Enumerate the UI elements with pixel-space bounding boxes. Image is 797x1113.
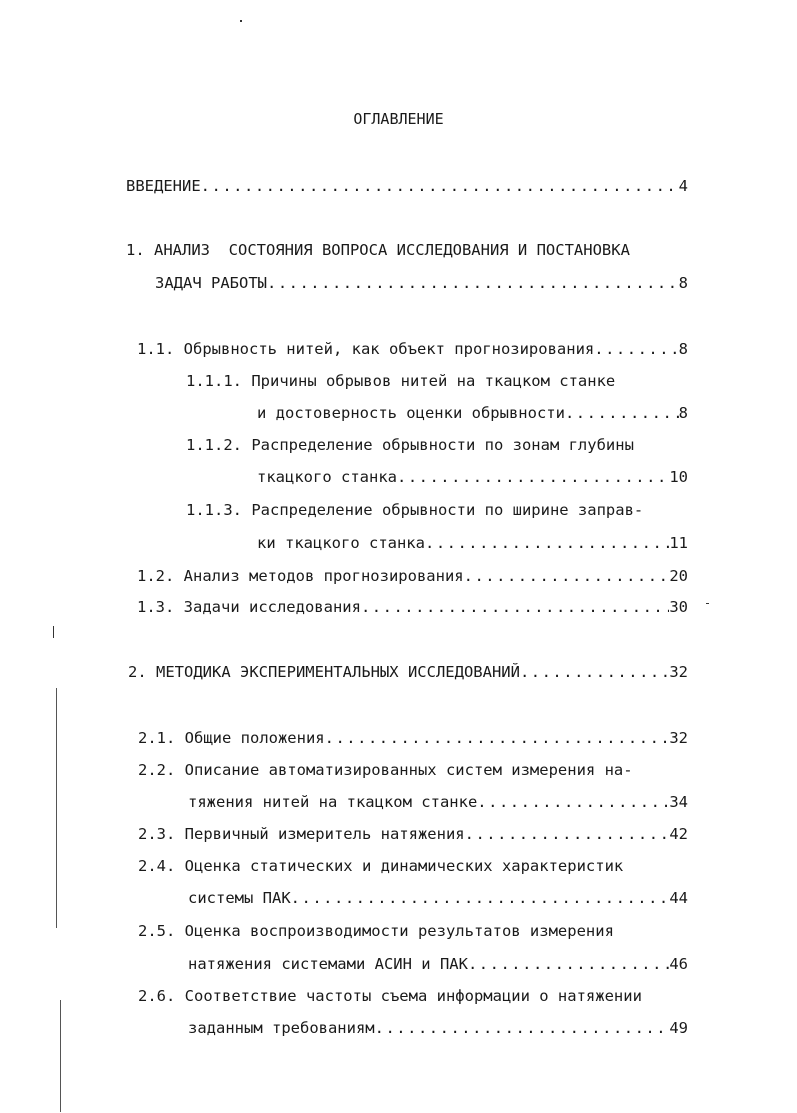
scan-mark (53, 626, 54, 638)
toc-section-1-1-2-line1: 1.1.2. Распределение обрывности по зонам глубины (186, 436, 634, 454)
toc-page-number: 32 (669, 663, 688, 681)
toc-section-1-1-3 (257, 531, 688, 555)
toc-page-number: 20 (669, 567, 688, 585)
leader-dots (477, 790, 669, 814)
toc-entry-label: натяжения системами АСИН и ПАК (188, 955, 468, 973)
toc-section-2-5 (188, 952, 688, 976)
scan-edge-line (60, 1000, 61, 1112)
toc-entry-label: системы ПАК (188, 889, 291, 907)
toc-entry-label: заданным требованиям (188, 1019, 375, 1037)
toc-section-2-4-line1: 2.4. Оценка статических и динамических характеристик (138, 857, 624, 875)
leader-dots (397, 465, 669, 489)
toc-page-number: 4 (678, 177, 688, 195)
toc-entry-label: 2. МЕТОДИКА ЭКСПЕРИМЕНТАЛЬНЫХ ИССЛЕДОВАНИЙ (128, 663, 520, 681)
toc-entry-label: 1.1. Обрывность нитей, как объект прогнозирования (137, 340, 595, 358)
leader-dots (291, 886, 670, 910)
toc-page-number: 42 (669, 825, 688, 843)
toc-section-1-2 (137, 564, 688, 588)
toc-page-number: 8 (678, 274, 688, 292)
toc-page-number: 49 (669, 1019, 688, 1037)
leader-dots (267, 271, 679, 295)
toc-section-1-1-3-line1: 1.1.3. Распределение обрывности по ширине заправ- (186, 501, 644, 519)
toc-page-number: 30 (669, 598, 688, 616)
toc-section-2-6 (188, 1016, 688, 1040)
toc-section-1-1-2 (257, 465, 688, 489)
toc-page-number: 8 (678, 404, 688, 422)
toc-entry-label: 2.1. Общие положения (138, 729, 325, 747)
toc-page-number: 34 (669, 793, 688, 811)
toc-entry-label: и достоверность оценки обрывности (257, 404, 565, 422)
toc-entry-label: 2.3. Первичный измеритель натяжения (138, 825, 465, 843)
toc-section-1-1-1-line1: 1.1.1. Причины обрывов нитей на ткацком станке (186, 372, 616, 390)
toc-entry-label: ткацкого станка (257, 468, 397, 486)
toc-chapter-1-line1: 1. АНАЛИЗ СОСТОЯНИЯ ВОПРОСА ИССЛЕДОВАНИЯ И ПОСТАНОВКА (126, 241, 630, 259)
toc-section-2-2-line1: 2.2. Описание автоматизированных систем измерения на- (138, 761, 633, 779)
toc-section-2-3 (138, 822, 688, 846)
toc-entry-label: 1.2. Анализ методов прогнозирования (137, 567, 464, 585)
toc-section-1-3 (137, 595, 688, 619)
toc-chapter-1 (155, 271, 688, 295)
leader-dots (520, 660, 669, 684)
toc-section-2-6-line1: 2.6. Соответствие частоты съема информации о натяжении (138, 987, 642, 1005)
toc-entry-label: 1.3. Задачи исследования (137, 598, 361, 616)
scan-speck (240, 20, 242, 22)
toc-section-2-4 (188, 886, 688, 910)
toc-section-2-1 (138, 726, 688, 750)
toc-page-number: 11 (669, 534, 688, 552)
toc-entry-label: тяжения нитей на ткацком станке (188, 793, 478, 811)
leader-dots (565, 401, 679, 425)
leader-dots (465, 822, 670, 846)
toc-page-number: 8 (678, 340, 688, 358)
toc-page-number: 46 (669, 955, 688, 973)
toc-section-1-1 (137, 337, 688, 361)
toc-page-number: 32 (669, 729, 688, 747)
toc-entry-label: ки ткацкого станка (257, 534, 425, 552)
leader-dots (325, 726, 670, 750)
toc-page-number: 10 (669, 468, 688, 486)
toc-section-2-5-line1: 2.5. Оценка воспроизводимости результатов измерения (138, 922, 614, 940)
leader-dots (201, 174, 679, 198)
toc-entry-label: ЗАДАЧ РАБОТЫ (155, 274, 267, 292)
toc-section-2-2 (188, 790, 688, 814)
toc-entry-label: ВВЕДЕНИЕ (126, 177, 201, 195)
scan-edge-line (56, 688, 57, 928)
leader-dots (375, 1016, 670, 1040)
leader-dots (425, 531, 669, 555)
leader-dots (594, 337, 678, 361)
leader-dots (468, 952, 669, 976)
leader-dots (361, 595, 669, 619)
leader-dots (464, 564, 670, 588)
toc-page-number: 44 (669, 889, 688, 907)
toc-chapter-2 (128, 660, 688, 684)
page-title: ОГЛАВЛЕНИЕ (353, 110, 444, 128)
toc-section-1-1-1 (257, 401, 688, 425)
scan-speck (706, 603, 709, 604)
toc-entry-intro (126, 174, 688, 198)
